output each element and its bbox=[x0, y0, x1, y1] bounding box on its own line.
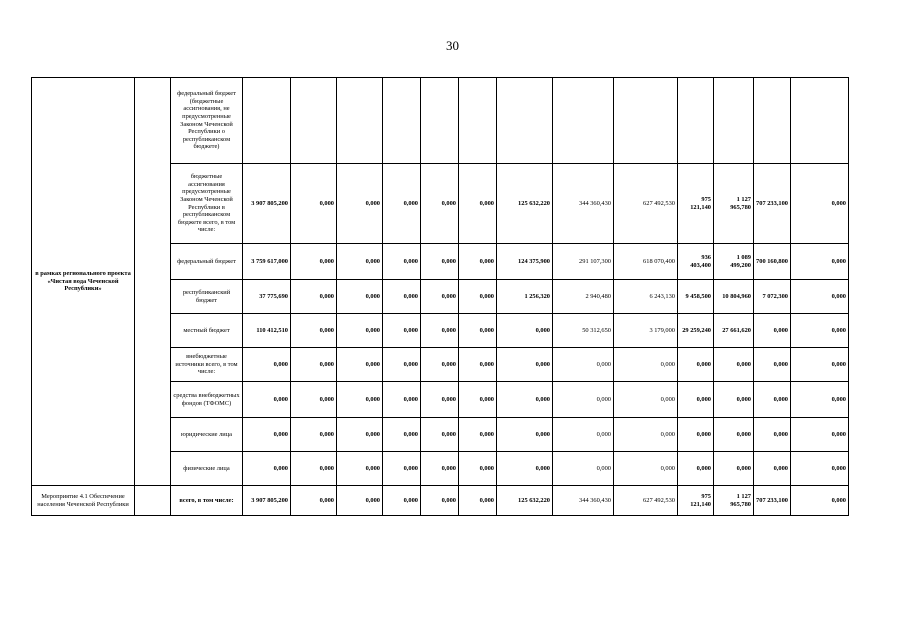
value-cell: 0,000 bbox=[497, 348, 553, 382]
value-cell: 3 179,000 bbox=[614, 314, 678, 348]
value-cell: 0,000 bbox=[678, 382, 714, 418]
measure-name-cell: в рамках регионального проекта «Чистая вода Чеченской Республики» bbox=[32, 78, 135, 486]
value-cell: 0,000 bbox=[791, 314, 849, 348]
value-cell: 0,000 bbox=[421, 486, 459, 516]
value-cell: 0,000 bbox=[614, 452, 678, 486]
value-cell bbox=[459, 78, 497, 164]
value-cell: 0,000 bbox=[791, 382, 849, 418]
value-cell: 0,000 bbox=[459, 164, 497, 244]
value-cell: 0,000 bbox=[714, 382, 754, 418]
value-cell: 110 412,510 bbox=[243, 314, 291, 348]
value-cell: 0,000 bbox=[291, 348, 337, 382]
value-cell: 0,000 bbox=[421, 280, 459, 314]
value-cell: 6 243,130 bbox=[614, 280, 678, 314]
value-cell: 0,000 bbox=[791, 244, 849, 280]
value-cell bbox=[754, 78, 791, 164]
value-cell: 0,000 bbox=[421, 244, 459, 280]
funding-source-cell: физические лица bbox=[171, 452, 243, 486]
value-cell: 0,000 bbox=[754, 382, 791, 418]
value-cell: 0,000 bbox=[243, 382, 291, 418]
value-cell: 975 121,140 bbox=[678, 486, 714, 516]
value-cell: 0,000 bbox=[754, 348, 791, 382]
value-cell: 0,000 bbox=[714, 452, 754, 486]
value-cell: 0,000 bbox=[497, 314, 553, 348]
value-cell: 0,000 bbox=[553, 452, 614, 486]
value-cell: 0,000 bbox=[459, 418, 497, 452]
value-cell: 0,000 bbox=[678, 348, 714, 382]
funding-source-cell: юридические лица bbox=[171, 418, 243, 452]
value-cell: 3 907 805,200 bbox=[243, 164, 291, 244]
value-cell bbox=[678, 78, 714, 164]
value-cell: 0,000 bbox=[497, 382, 553, 418]
page-number: 30 bbox=[446, 38, 459, 53]
value-cell: 0,000 bbox=[337, 418, 383, 452]
value-cell: 0,000 bbox=[383, 382, 421, 418]
budget-table-body bbox=[32, 78, 849, 516]
value-cell: 1 089 499,200 bbox=[714, 244, 754, 280]
value-cell: 1 127 965,780 bbox=[714, 164, 754, 244]
value-cell: 0,000 bbox=[421, 418, 459, 452]
value-cell: 0,000 bbox=[243, 452, 291, 486]
executor-cell bbox=[135, 78, 171, 486]
value-cell: 125 632,220 bbox=[497, 486, 553, 516]
value-cell: 0,000 bbox=[678, 418, 714, 452]
value-cell: 707 233,100 bbox=[754, 164, 791, 244]
value-cell: 291 107,300 bbox=[553, 244, 614, 280]
value-cell: 7 072,300 bbox=[754, 280, 791, 314]
value-cell: 975 121,140 bbox=[678, 164, 714, 244]
funding-source-cell: всего, в том числе: bbox=[171, 486, 243, 516]
value-cell: 10 804,960 bbox=[714, 280, 754, 314]
value-cell: 0,000 bbox=[337, 348, 383, 382]
value-cell: 0,000 bbox=[383, 418, 421, 452]
value-cell: 0,000 bbox=[337, 486, 383, 516]
value-cell: 936 403,400 bbox=[678, 244, 714, 280]
value-cell: 0,000 bbox=[243, 348, 291, 382]
value-cell: 0,000 bbox=[337, 314, 383, 348]
value-cell: 0,000 bbox=[459, 382, 497, 418]
value-cell: 0,000 bbox=[714, 418, 754, 452]
value-cell: 0,000 bbox=[291, 280, 337, 314]
value-cell: 27 661,620 bbox=[714, 314, 754, 348]
value-cell: 0,000 bbox=[337, 244, 383, 280]
value-cell: 0,000 bbox=[614, 348, 678, 382]
value-cell bbox=[291, 78, 337, 164]
value-cell: 0,000 bbox=[791, 164, 849, 244]
value-cell: 0,000 bbox=[459, 314, 497, 348]
value-cell: 0,000 bbox=[291, 164, 337, 244]
value-cell: 0,000 bbox=[497, 452, 553, 486]
value-cell: 0,000 bbox=[337, 164, 383, 244]
value-cell: 0,000 bbox=[553, 418, 614, 452]
value-cell: 0,000 bbox=[553, 348, 614, 382]
value-cell: 9 458,500 bbox=[678, 280, 714, 314]
value-cell: 0,000 bbox=[291, 418, 337, 452]
value-cell: 0,000 bbox=[791, 418, 849, 452]
value-cell: 0,000 bbox=[754, 314, 791, 348]
value-cell: 0,000 bbox=[678, 452, 714, 486]
table-row bbox=[32, 78, 849, 164]
value-cell: 0,000 bbox=[459, 486, 497, 516]
value-cell: 0,000 bbox=[383, 164, 421, 244]
value-cell: 0,000 bbox=[614, 382, 678, 418]
value-cell: 0,000 bbox=[791, 348, 849, 382]
value-cell: 0,000 bbox=[459, 348, 497, 382]
value-cell bbox=[791, 78, 849, 164]
value-cell bbox=[714, 78, 754, 164]
value-cell: 0,000 bbox=[421, 314, 459, 348]
value-cell: 0,000 bbox=[383, 452, 421, 486]
budget-table bbox=[31, 77, 849, 516]
value-cell: 0,000 bbox=[497, 418, 553, 452]
value-cell: 0,000 bbox=[791, 452, 849, 486]
value-cell: 0,000 bbox=[383, 280, 421, 314]
value-cell: 344 360,430 bbox=[553, 164, 614, 244]
value-cell: 0,000 bbox=[459, 280, 497, 314]
value-cell: 0,000 bbox=[421, 382, 459, 418]
funding-source-cell: федеральный бюджет (бюджетные ассигнования, не предусмотренные Законом Чеченской Республики о республиканском бюджете) bbox=[171, 78, 243, 164]
value-cell: 0,000 bbox=[291, 314, 337, 348]
value-cell: 0,000 bbox=[754, 452, 791, 486]
value-cell: 0,000 bbox=[383, 314, 421, 348]
value-cell: 618 070,400 bbox=[614, 244, 678, 280]
value-cell: 0,000 bbox=[383, 348, 421, 382]
value-cell: 125 632,220 bbox=[497, 164, 553, 244]
value-cell: 0,000 bbox=[421, 452, 459, 486]
value-cell: 0,000 bbox=[337, 452, 383, 486]
value-cell: 0,000 bbox=[337, 382, 383, 418]
value-cell bbox=[337, 78, 383, 164]
value-cell: 0,000 bbox=[291, 452, 337, 486]
value-cell: 0,000 bbox=[383, 244, 421, 280]
value-cell bbox=[383, 78, 421, 164]
value-cell: 707 233,100 bbox=[754, 486, 791, 516]
value-cell: 3 759 617,000 bbox=[243, 244, 291, 280]
value-cell: 50 312,650 bbox=[553, 314, 614, 348]
value-cell: 0,000 bbox=[291, 382, 337, 418]
value-cell: 0,000 bbox=[714, 348, 754, 382]
table-row bbox=[32, 486, 849, 516]
value-cell: 29 259,240 bbox=[678, 314, 714, 348]
value-cell: 124 375,900 bbox=[497, 244, 553, 280]
value-cell: 0,000 bbox=[421, 348, 459, 382]
value-cell: 0,000 bbox=[291, 244, 337, 280]
value-cell: 2 940,480 bbox=[553, 280, 614, 314]
value-cell: 627 492,530 bbox=[614, 486, 678, 516]
value-cell: 0,000 bbox=[337, 280, 383, 314]
value-cell: 0,000 bbox=[243, 418, 291, 452]
value-cell: 0,000 bbox=[383, 486, 421, 516]
value-cell: 0,000 bbox=[791, 486, 849, 516]
value-cell: 0,000 bbox=[421, 164, 459, 244]
funding-source-cell: внебюджетные источники всего, в том числе: bbox=[171, 348, 243, 382]
value-cell: 700 160,800 bbox=[754, 244, 791, 280]
funding-source-cell: республиканский бюджет bbox=[171, 280, 243, 314]
value-cell bbox=[421, 78, 459, 164]
value-cell: 37 775,690 bbox=[243, 280, 291, 314]
value-cell: 3 907 805,200 bbox=[243, 486, 291, 516]
value-cell: 0,000 bbox=[553, 382, 614, 418]
value-cell: 1 256,320 bbox=[497, 280, 553, 314]
value-cell bbox=[553, 78, 614, 164]
value-cell: 0,000 bbox=[291, 486, 337, 516]
value-cell: 1 127 965,780 bbox=[714, 486, 754, 516]
value-cell: 627 492,530 bbox=[614, 164, 678, 244]
funding-source-cell: бюджетные ассигнования предусмотренные Законом Чеченской Республики в республиканском бюджете всего, в том числе: bbox=[171, 164, 243, 244]
executor-cell bbox=[135, 486, 171, 516]
funding-source-cell: федеральный бюджет bbox=[171, 244, 243, 280]
value-cell: 0,000 bbox=[459, 452, 497, 486]
funding-source-cell: местный бюджет bbox=[171, 314, 243, 348]
value-cell: 0,000 bbox=[614, 418, 678, 452]
value-cell bbox=[614, 78, 678, 164]
measure-name-cell: Мероприятие 4.1 Обеспечение населения Чеченской Республики bbox=[32, 486, 135, 516]
funding-source-cell: средства внебюджетных фондов (ТФОМС) bbox=[171, 382, 243, 418]
value-cell: 344 360,430 bbox=[553, 486, 614, 516]
value-cell bbox=[497, 78, 553, 164]
value-cell: 0,000 bbox=[791, 280, 849, 314]
value-cell: 0,000 bbox=[754, 418, 791, 452]
value-cell: 0,000 bbox=[459, 244, 497, 280]
value-cell bbox=[243, 78, 291, 164]
